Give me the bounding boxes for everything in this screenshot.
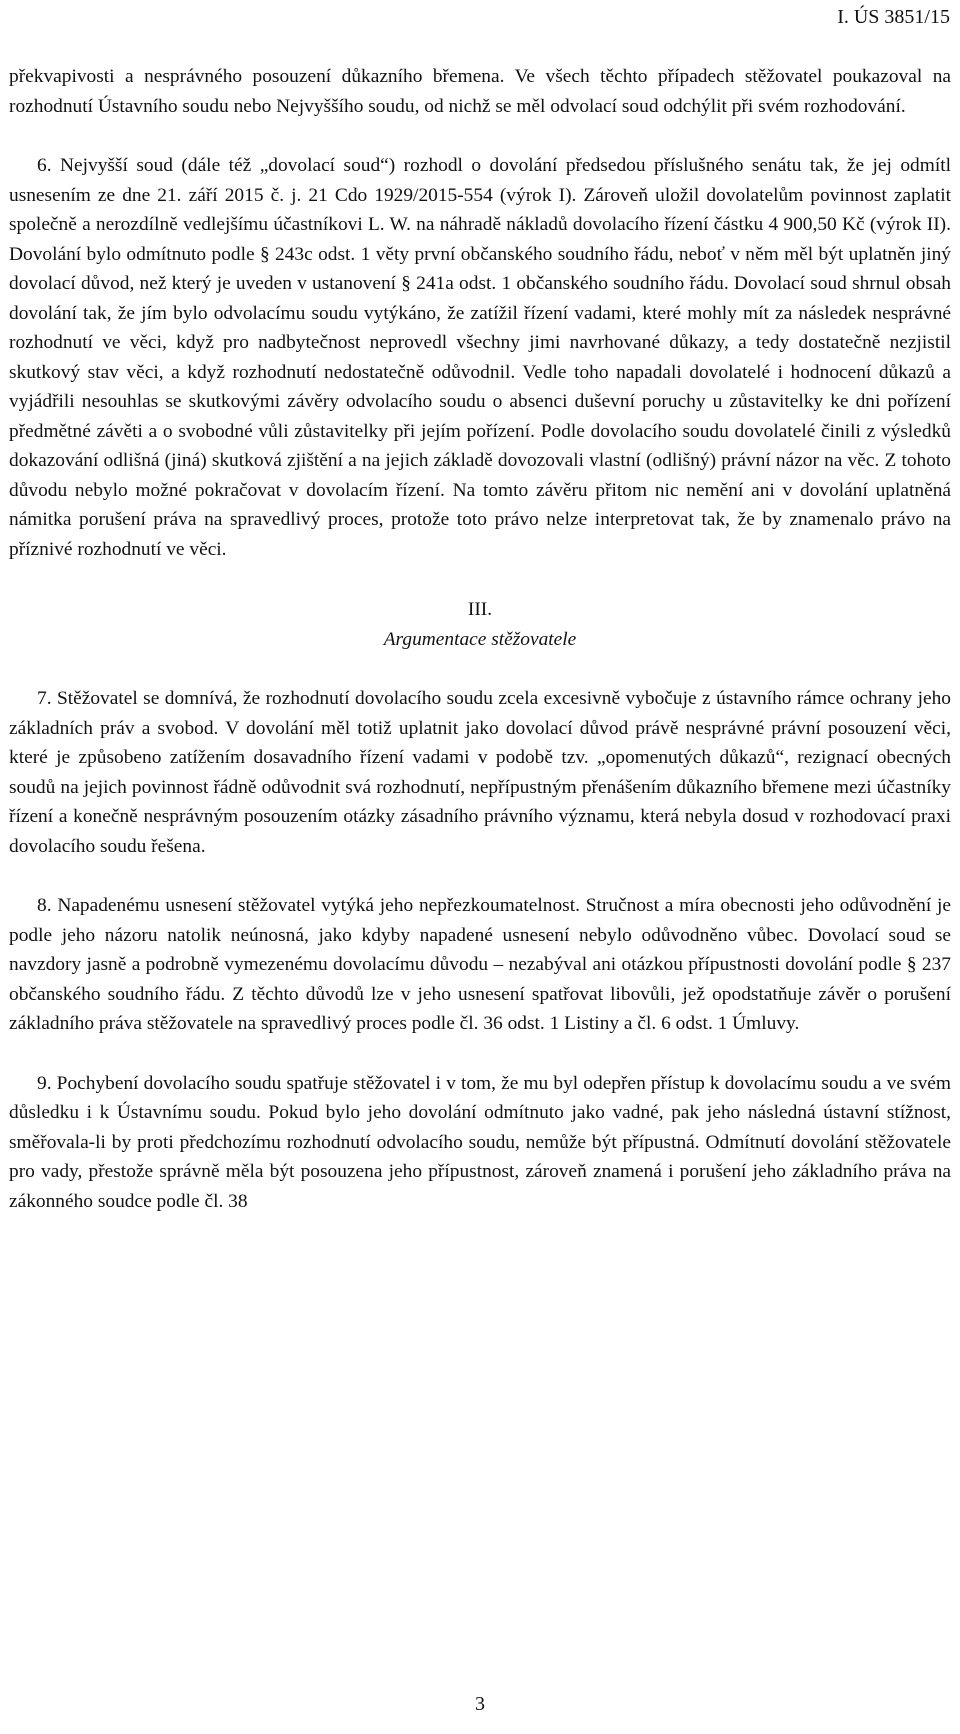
case-reference: I. ÚS 3851/15	[837, 6, 950, 28]
paragraph-7: 7. Stěžovatel se domnívá, že rozhodnutí dovolacího soudu zcela excesivně vybočuje z ústavního rámce ochrany jeho základních práv a svobod. V dovolání měl totiž uplatnit jako dovolací důvod právě nesprávné právní posouzení věci, které je způsobeno zatížením dosavadního řízení vadami v podobě tzv. „opomenutých důkazů“, rezignací obecných soudů na jejich povinnost řádně odůvodnit svá rozhodnutí, nepřípustným přenášením důkazního břemene mezi účastníky řízení a konečně nesprávným posouzením otázky zásadního právního významu, která nebyla dosud v rozhodovací praxi dovolacího soudu řešena.	[9, 688, 951, 857]
paragraph-9: 9. Pochybení dovolacího soudu spatřuje stěžovatel i v tom, že mu byl odepřen přístup k dovolacímu soudu a ve svém důsledku i k Ústavnímu soudu. Pokud bylo jeho dovolání odmítnuto jako vadné, pak jeho následná ústavní stížnost, směřovala-li by proti předchozímu rozhodnutí odvolacího soudu, nemůže být přípustná. Odmítnutí dovolání stěžovatele pro vady, přestože správně měla být posouzena jeho přípustnost, zároveň znamená i porušení jeho základního práva na zákonného soudce podle čl. 38	[9, 1072, 951, 1212]
section-title: Argumentace stěžovatele	[383, 628, 577, 650]
paragraph-8: 8. Napadenému usnesení stěžovatel vytýká jeho nepřezkoumatelnost. Stručnost a míra obecnosti jeho odůvodnění je podle jeho názoru natolik neúnosná, jako kdyby napadené usnesení nebylo odůvodněno vůbec. Dovolací soud se navzdory jasně a podrobně vymezenému dovolacímu důvodu – nezabýval ani otázkou přípustnosti dovolání podle § 237 občanského soudního řádu. Z těchto důvodů lze v jeho usnesení spatřovat libovůli, jež opodstatňuje závěr o porušení základního práva stěžovatele na spravedlivý proces podle čl. 36 odst. 1 Listiny a čl. 6 odst. 1 Úmluvy.	[9, 895, 951, 1034]
document-body	[9, 62, 951, 1216]
paragraph-continuation: překvapivosti a nesprávného posouzení důkazního břemena. Ve všech těchto případech stěžovatel poukazoval na rozhodnutí Ústavního soudu nebo Nejvyššího soudu, od nichž se měl odvolací soud odchýlit při svém rozhodování.	[9, 66, 951, 117]
paragraph-6: 6. Nejvyšší soud (dále též „dovolací soud“) rozhodl o dovolání předsedou příslušného senátu tak, že jej odmítl usnesením ze dne 21. září 2015 č. j. 21 Cdo 1929/2015-554 (výrok I). Zároveň uložil dovolatelům povinnost zaplatit společně a nerozdílně vedlejšímu účastníkovi L. W. na náhradě nákladů dovolacího řízení částku 4 900,50 Kč (výrok II). Dovolání bylo odmítnuto podle § 243c odst. 1 věty první občanského soudního řádu, neboť v něm měl být uplatněn jiný dovolací důvod, než který je uveden v ustanovení § 241a odst. 1 občanského soudního řádu. Dovolací soud shrnul obsah dovolání tak, že jím bylo odvolacímu soudu vytýkáno, že zatížil řízení vadami, které mohly mít za následek nesprávné rozhodnutí ve věci, když pro nadbytečnost neprovedl všechny jimi navrhované důkazy, a tedy dostatečně nezjistil skutkový stav věci, a když rozhodnutí nedostatečně odůvodnil. Vedle toho napadali dovolatelé i hodnocení důkazů a vyjádřili nesouhlas se skutkovými závěry odvolacího soudu o absenci duševní poruchy u zůstavitelky ke dni pořízení předmětné závěti a o svobodné vůli zůstavitelky při jejím pořízení. Podle dovolacího soudu dovolatelé činili z výsledků dokazování odlišná (jiná) skutková zjištění a na jejich základě dovozovali vlastní (odlišný) právní názor na věc. Z tohoto důvodu nebylo možné pokračovat v dovolacím řízení. Na tomto závěru přitom nic nemění ani v dovolání uplatněná námitka porušení práva na spravedlivý proces, protože toto právo nelze interpretovat tak, že by znamenalo právo na příznivé rozhodnutí ve věci.	[9, 155, 951, 560]
page-number: 3	[475, 1693, 485, 1715]
section-number: III.	[467, 599, 493, 620]
